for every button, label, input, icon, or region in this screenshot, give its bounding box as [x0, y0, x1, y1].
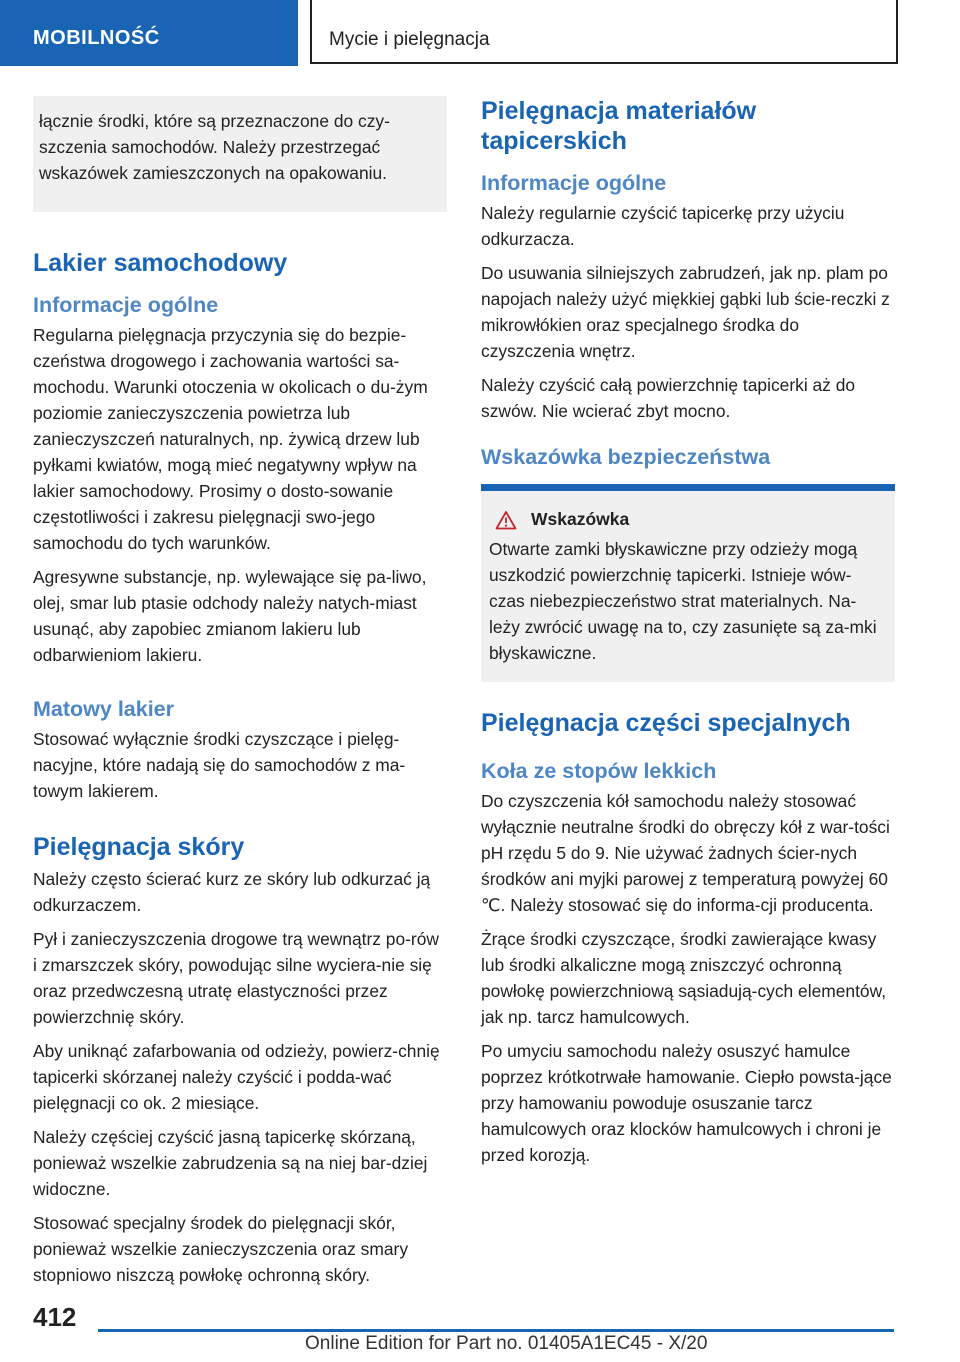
footer-divider — [98, 1329, 894, 1332]
leather-heading: Pielęgnacja skóry — [33, 833, 245, 861]
chapter-title: Mycie i pielęgnacja — [329, 29, 490, 50]
paragraph: Stosować specjalny środek do pielęgnacji skór, ponieważ wszelkie zanieczyszczenia oraz smary stopniowo niszczą powłokę ochronną skóry. — [33, 1213, 409, 1285]
paragraph: Należy regularnie czyścić tapicerkę przy użyciu odkurzacza. — [481, 203, 845, 249]
paragraph: Należy często ścierać kurz ze skóry lub odkurzać ją odkurzaczem. — [33, 869, 431, 915]
special-parts-heading: Pielęgnacja części specjalnych — [481, 709, 851, 737]
left-column — [33, 96, 447, 1296]
paragraph: Stosować wyłącznie środki czyszczące i pielęg-nacyjne, które nadają się do samochodów z ma-towym lakierem. — [33, 729, 406, 801]
intro-note-box — [33, 96, 447, 212]
paragraph: Żrące środki czyszczące, środki zawierające kwasy lub środki alkaliczne mogą zniszczyć ochronną powłokę powierzchniową sąsiadują-cych elementów, jak np. tarcz hamulcowych. — [481, 929, 887, 1027]
section-tab — [0, 0, 298, 66]
warning-bar — [481, 484, 895, 491]
paragraph: Pył i zanieczyszczenia drogowe trą wewnątrz po-rów i zmarszczek skóry, powodując silne wyciera-nie się oraz przedwczesną utratę elastyczności przez powierzchnię skóry. — [33, 929, 439, 1027]
intro-note-text: łącznie środki, które są przeznaczone do czy-szczenia samochodów. Należy przestrzegać wskazówek zamieszczonych na opakowaniu. — [39, 111, 390, 183]
right-column — [481, 96, 895, 1176]
paragraph: Należy częściej czyścić jasną tapicerkę skórzaną, ponieważ wszelkie zabrudzenia są na niej bar-dziej widoczne. — [33, 1127, 428, 1199]
edition-note: Online Edition for Part no. 01405A1EC45 - X/20 — [305, 1333, 708, 1354]
matte-heading: Matowy lakier — [33, 697, 174, 721]
lacquer-heading: Lakier samochodowy — [33, 249, 288, 277]
warning-label: Wskazówka — [531, 509, 630, 529]
paragraph: Do czyszczenia kół samochodu należy stosować wyłącznie neutralne środki do obręczy kół z war-tości pH rzędu 5 do 9. Nie używać żadnych ścier-nych środków ani myjki parowej z temperaturą powyżej 60 ℃. Należy stosować się do informa-cji producenta. — [481, 791, 890, 915]
warning-title-row — [489, 509, 887, 530]
upholstery-heading: Pielęgnacja materiałów tapicerskich — [481, 97, 757, 155]
chapter-tab — [310, 0, 898, 64]
paragraph: Regularna pielęgnacja przyczynia się do bezpie-czeństwa drogowego i zachowania wartości sa-mochodu. Warunki otoczenia w okolicach o du-żym poziomie zanieczyszczenia powietrza lub zanieczyszczeń naturalnych, np. żywicą drzew lub pyłkami kwiatów, mogą mieć negatywny wpływ na lakier samochodowy. Prosimy o dosto-sowanie częstotliwości i zakresu pielęgnacji swo-jego samochodu do tych warunków. — [33, 325, 428, 553]
paragraph: Agresywne substancje, np. wylewające się pa-liwo, olej, smar lub ptasie odchody należy natych-miast usunąć, aby zapobiec zmianom lakieru lub odbarwieniom lakieru. — [33, 567, 427, 665]
paragraph: Do usuwania silniejszych zabrudzeń, jak np. plam po napojach należy użyć miękkiej gąbki lub ście-reczki z mikrowłókien oraz specjalnego środka do czyszczenia wnętrz. — [481, 263, 890, 361]
upholstery-general-heading: Informacje ogólne — [481, 171, 667, 195]
warning-triangle-icon — [495, 510, 517, 530]
paragraph: Aby uniknąć zafarbowania od odzieży, powierz-chnię tapicerki skórzanej należy czyścić i podda-wać pielęgnacji co ok. 2 miesiące. — [33, 1041, 440, 1113]
lacquer-general-heading: Informacje ogólne — [33, 293, 219, 317]
paragraph: Po umyciu samochodu należy osuszyć hamulce poprzez krótkotrwałe hamowanie. Ciepło powsta-jące przy hamowaniu powoduje osuszanie tarcz hamulcowych oraz klocków hamulcowych i chroni je przed korozją. — [481, 1041, 892, 1165]
section-title: MOBILNOŚĆ — [33, 27, 160, 49]
paragraph: Należy czyścić całą powierzchnię tapicerki aż do szwów. Nie wcierać zbyt mocno. — [481, 375, 856, 421]
wheels-heading: Koła ze stopów lekkich — [481, 759, 717, 783]
page-number: 412 — [33, 1302, 77, 1332]
warning-text: Otwarte zamki błyskawiczne przy odzieży mogą uszkodzić powierzchnię tapicerki. Istnieje wów-czas niebezpieczeństwo strat materialnych. Na-leży zwrócić uwagę na to, czy zasunięte są za-mki błyskawiczne. — [489, 539, 877, 663]
warning-box — [481, 484, 895, 682]
safety-heading: Wskazówka bezpieczeństwa — [481, 445, 771, 469]
